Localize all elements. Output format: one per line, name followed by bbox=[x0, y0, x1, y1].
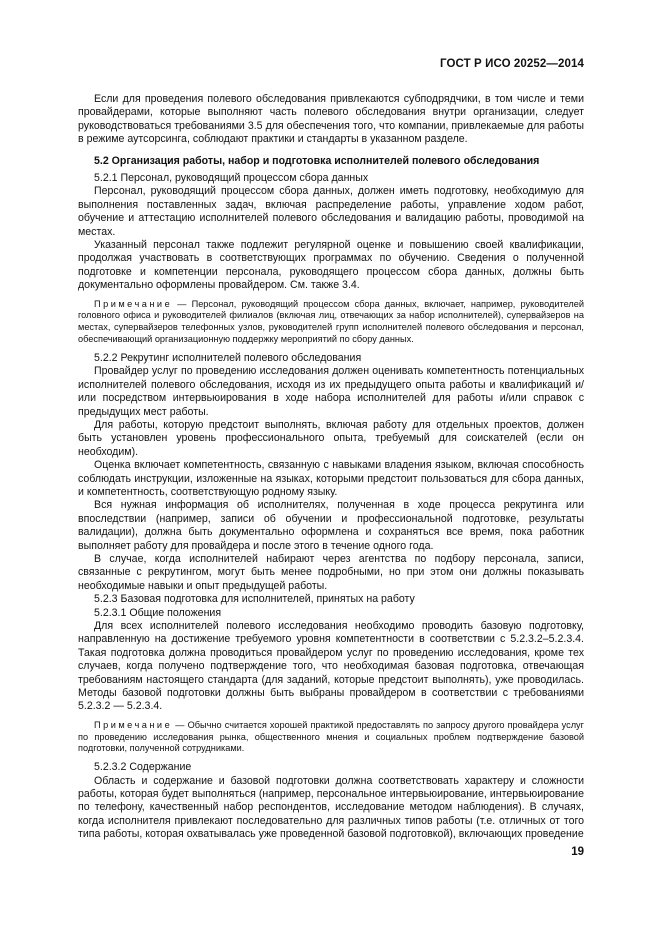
note-label: Примечание bbox=[94, 719, 173, 730]
subsection-heading-5-2-3: 5.2.3 Базовая подготовка для исполнителей, принятых на работу bbox=[94, 593, 415, 606]
paragraph: Для всех исполнителей полевого исследования необходимо проводить базовую подготовку, направленную на достижение требуемого уровня компетентности в соответствии с 5.2.3.2–5.2.3.4. Такая подготовка должна проводиться провайдером услуг по проведению исследования, кроме тех случаев, когда получено подтверждение того, что необходимая базовая подготовка, отвечающая требованиям настоящего стандарта (для заданий, которые предстоит выполнять), уже проводилась. Методы базовой подготовки должны быть выбраны провайдером в соответствии с требованиями 5.2.3.2 — 5.2.3.4. bbox=[78, 620, 584, 713]
paragraph: Для работы, которую предстоит выполнять, включая работу для отдельных проектов, должен быть установлен уровень профессионального опыта, требуемый для соискателей (если он необходим). bbox=[78, 418, 584, 458]
page-number: 19 bbox=[571, 846, 584, 858]
note-text: — Персонал, руководящий процессом сбора данных, включает, например, руководителей головного офиса и руководителей филиалов (включая лиц, отвечающих за набор исполнителей), супервайзеров на местах, супервайзеров телефонных узлов, руководителей групп исполнителей полевого обследования и персонал, обеспечивающий организационную поддержку мероприятий по сбору данных. bbox=[78, 298, 584, 345]
subsection-heading-5-2-3-2: 5.2.3.2 Содержание bbox=[94, 761, 192, 774]
paragraph: Если для проведения полевого обследования привлекаются субподрядчики, в том числе и теми провайдерами, которые выполняют часть полевого обследования внутри организации, следует руководствоваться требованиями 3.5 для обеспечения того, что компании, привлекаемые для работы в режиме аутсорсинга, соблюдают практики и стандарты в указанном разделе. bbox=[78, 93, 584, 146]
subsection-heading-5-2-2: 5.2.2 Рекрутинг исполнителей полевого обследования bbox=[94, 351, 362, 364]
paragraph: Указанный персонал также подлежит регулярной оценке и повышению своей квалификации, продолжая участвовать в соответствующих программах по обучению. Сведения о полученной подготовке и компетенции персонала, руководящего процессом сбора данных, должны быть документально оформлены провайдером. См. также 3.4. bbox=[78, 239, 584, 292]
document-header: ГОСТ Р ИСО 20252—2014 bbox=[439, 58, 584, 70]
paragraph: Провайдер услуг по проведению исследования должен оценивать компетентность потенциальных исполнителей полевого обследования, исходя из их предыдущего опыта работы и квалификаций и/или посредством интервьюирования в ходе набора исполнителей для работы и/или справок с предыдущих мест работы. bbox=[78, 365, 584, 418]
note-label: Примечание bbox=[94, 298, 173, 309]
note bbox=[78, 720, 584, 755]
paragraph: Персонал, руководящий процессом сбора данных, должен иметь подготовку, необходимую для выполнения поставленных задач, включая распределение работы, управление ходом работ, обучение и аттестацию исполнителей полевого обследования и валидацию работы, проводимой на местах. bbox=[78, 185, 584, 238]
document-body bbox=[78, 93, 584, 842]
paragraph: Оценка включает компетентность, связанную с навыками владения языком, включая способность соблюдать инструкции, изложенные на языках, которыми предстоит пользоваться для сбора данных, и компетентность, соответствующую родному языку. bbox=[78, 459, 584, 498]
note-text: — Обычно считается хорошей практикой предоставлять по запросу другого провайдера услуг по проведению исследования рынка, общественного мнения и социальных проблем подтверждение базовой подготовки, полученной сотрудниками. bbox=[78, 719, 584, 754]
section-heading-5-2: 5.2 Организация работы, набор и подготовка исполнителей полевого обследования bbox=[94, 154, 540, 167]
subsection-heading-5-2-1: 5.2.1 Персонал, руководящий процессом сбора данных bbox=[94, 172, 369, 185]
subsection-heading-5-2-3-1: 5.2.3.1 Общие положения bbox=[94, 606, 222, 619]
paragraph: В случае, когда исполнителей набирают через агентства по подбору персонала, записи, связанные с рекрутингом, могут быть менее подробными, но при этом они должны показывать необходимые навыки и опыт предыдущей работы. bbox=[78, 552, 584, 592]
paragraph: Вся нужная информация об исполнителях, полученная в ходе процесса рекрутинга или впоследствии (например, записи об обучении и профессиональной подготовке, результаты валидации), должна быть документально оформлена и сохраняться все время, пока работник выполняет работу для провайдера и после этого в течение одного года. bbox=[78, 499, 584, 552]
note bbox=[78, 299, 584, 346]
paragraph: Область и содержание и базовой подготовки должна соответствовать характеру и сложности работы, которая будет выполняться (например, персональное интервьюирование, интервьюирование по телефону, качественный набор респондентов, исследование методом наблюдения). В случаях, когда исполнителя привлекают последовательно для различных типов работы (т.е. отличных от того типа работы, которая охватывалась уже проведенной базовой подготовкой), включающих проведение bbox=[78, 774, 584, 841]
